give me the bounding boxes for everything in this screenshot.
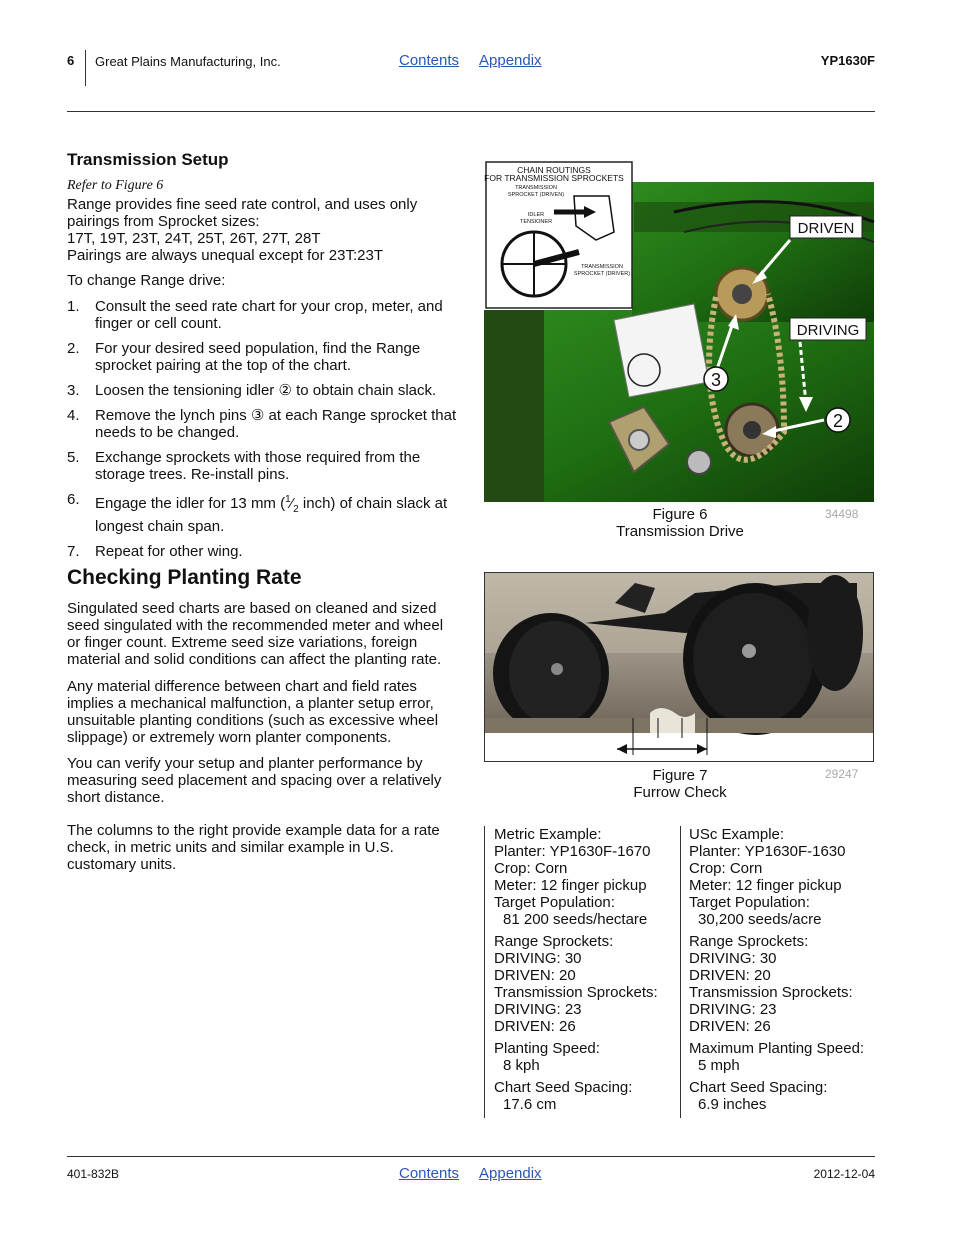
checking-paragraph: Any material difference between chart and field rates implies a mechanical malfunction, a planter setup error, unsuitable planting conditions (such as excessive wheel slippage) or extremely worn planter components. <box>67 678 439 746</box>
fraction: $^1⁄_2$ <box>285 494 299 515</box>
header-contents-link[interactable]: Contents <box>399 52 460 69</box>
intro-line: 17T, 19T, 23T, 24T, 25T, 26T, 27T, 28T <box>67 230 321 247</box>
list-item: 3. Loosen the tensioning idler ② to obtain chain slack. <box>67 382 437 399</box>
intro-line: Range provides fine seed rate control, and uses only <box>67 196 418 213</box>
intro-line: pairings from Sprocket sizes: <box>67 213 260 230</box>
footer-rule <box>67 1156 875 1157</box>
list-item: 2. For your desired seed population, find the Range sprocket pairing at the top of the chart. <box>67 340 421 374</box>
list-item: 1. Consult the seed rate chart for your crop, meter, and finger or cell count. <box>67 298 443 332</box>
decal-title-2: FOR TRANSMISSION SPROCKETS <box>484 173 624 183</box>
column-divider <box>484 826 485 1118</box>
transmission-intro <box>67 196 459 264</box>
decal-driven-1: TRANSMISSION <box>515 185 557 191</box>
document-number: 401-832B <box>67 1167 120 1181</box>
figure-7-frame <box>484 572 874 762</box>
steps-list <box>67 298 459 568</box>
checking-paragraph: You can verify your setup and planter performance by measuring seed placement and spacing over a relatively short distance. <box>67 755 442 806</box>
figure-7-caption: Figure 7 Furrow Check <box>633 767 727 801</box>
decal-idler-1: IDLER <box>527 212 545 218</box>
header-rule <box>67 111 875 112</box>
header-divider <box>85 50 86 86</box>
figure-reference: Refer to Figure 6 <box>67 178 164 193</box>
decal-driven-2: SPROCKET (DRIVEN) <box>507 192 565 198</box>
list-item: 7. Repeat for other wing. <box>67 543 243 560</box>
decal-idler-2: TENSIONER <box>519 219 553 225</box>
decal-title-1: CHAIN ROUTINGS <box>517 165 591 175</box>
list-item: 5. Exchange sprockets with those required from the storage trees. Re-install pins. <box>67 449 421 483</box>
list-item: 6. Engage the idler for 13 mm ($^1⁄_2$ inch) of chain slack at longest chain span. <box>67 491 448 535</box>
checking-planting-rate-heading: Checking Planting Rate <box>67 566 302 589</box>
company-name: Great Plains Manufacturing, Inc. <box>95 54 281 69</box>
usc-example: USc Example: Planter: YP1630F-1630 Crop: Corn Meter: 12 finger pickup Target Population: 30,200 seeds/acre Range Sprockets: DRIVING: 30 DRIVEN: 20 Transmission Sprockets: DRIVING: 23 DRIVEN: 26 Maximum Planting Speed: 5 mph Chart Seed Spacing: 6.9 inches <box>689 826 865 1113</box>
transmission-setup-heading: Transmission Setup <box>67 150 229 169</box>
metric-example: Metric Example: Planter: YP1630F-1670 Crop: Corn Meter: 12 finger pickup Target Population: 81 200 seeds/hectare Range Sprockets: DRIVING: 30 DRIVEN: 20 Transmission Sprockets: DRIVING: 23 DRIVEN: 26 Planting Speed: 8 kph Chart Seed Spacing: 17.6 cm <box>494 826 658 1113</box>
checking-paragraph: The columns to the right provide example data for a rate check, in metric units and similar example in U.S. customary units. <box>67 822 440 873</box>
intro-line: Pairings are always unequal except for 23T:23T <box>67 247 384 264</box>
to-change-text: To change Range drive: <box>67 272 226 289</box>
checking-paragraph: Singulated seed charts are based on cleaned and sized seed singulated with the recommended meter and wheel or finger count. Extreme seed size variations, foreign material and solid conditions can affect the planting rate. <box>67 600 444 668</box>
decal-driver-1: TRANSMISSION <box>581 264 623 270</box>
footer-contents-link[interactable]: Contents <box>399 1165 460 1182</box>
footer-appendix-link[interactable]: Appendix <box>479 1165 542 1182</box>
header-appendix-link[interactable]: Appendix <box>479 52 542 69</box>
figure-6-id: 34498 <box>825 507 859 521</box>
figure-7-furrow-check-photo <box>485 573 873 761</box>
callout-3: 3 <box>710 370 722 390</box>
model-number: YP1630F <box>820 53 875 68</box>
callout-2: 2 <box>832 411 844 431</box>
callout-driving: DRIVING <box>796 322 860 339</box>
figure-6-transmission-drive-photo <box>484 165 874 502</box>
list-item: 4. Remove the lynch pins ③ at each Range sprocket that needs to be changed. <box>67 407 457 441</box>
publication-date: 2012-12-04 <box>813 1167 875 1181</box>
decal-driver-2: SPROCKET (DRIVER) <box>573 271 631 277</box>
callout-driven: DRIVEN <box>797 220 855 237</box>
column-divider <box>680 826 681 1118</box>
page-number: 6 <box>67 53 75 68</box>
figure-6-caption: Figure 6 Transmission Drive <box>616 506 744 540</box>
figure-7-id: 29247 <box>825 767 859 781</box>
